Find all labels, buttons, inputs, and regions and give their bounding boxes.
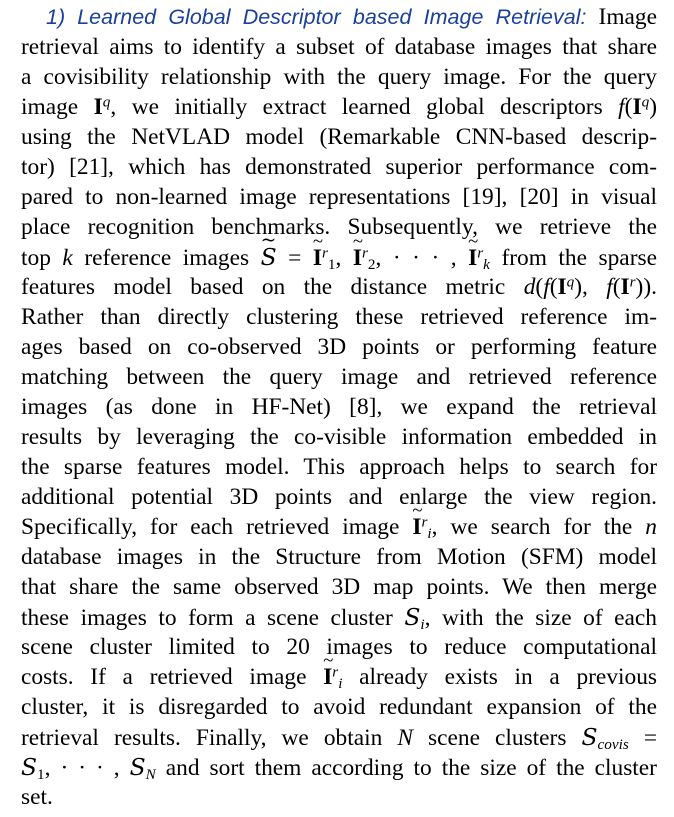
math-retrieved-set: ~ S = ~ $I^r_1$, ~ $I^r_2$, · · · , ~ $I^r_k$ (261, 245, 490, 271)
text-line-27 (21, 782, 657, 812)
paragraph-text: already exists in a previous (359, 664, 658, 690)
math-cluster-list: $S_1$, · · · , $S_N$ (21, 753, 156, 783)
paragraph-text: set. (21, 784, 53, 810)
paragraph-text: scene clusters (428, 725, 567, 751)
math-retrieved-image-i: ~ $I^r_i$ (323, 664, 342, 690)
paragraph-text: these images to form a scene cluster (21, 605, 393, 631)
paragraph-text: scene cluster limited to 20 images to reduce computational (21, 634, 657, 660)
text-line-21 (21, 602, 657, 632)
text-line-13 (21, 362, 657, 392)
paragraph-text: place recognition benchmarks. Subsequently, we retrieve the (21, 214, 657, 240)
math-distance-metric: $d(f(I^q)$, $f(I^r)$). (523, 273, 657, 300)
text-line-20 (21, 572, 657, 602)
text-line-18 (21, 512, 657, 542)
math-k: k (62, 245, 73, 271)
paragraph-text: matching between the query image and retrieved reference (21, 364, 657, 390)
section-heading: Learned Global Descriptor based Image Retrieval: (77, 5, 587, 29)
paragraph-text: retrieval results. Finally, we obtain (21, 725, 383, 751)
text-line-25 (21, 722, 657, 752)
text-line-7 (21, 182, 657, 212)
text-line-23 (21, 662, 657, 692)
paragraph-text: ages based on co-observed 3D points or performing feature (21, 334, 657, 360)
paragraph-text: , with the size of each (424, 605, 657, 631)
text-line-19 (21, 542, 657, 572)
paragraph-text: Image (598, 4, 657, 30)
math-retrieved-image-i: ~ $I^r_i$ (412, 514, 431, 540)
paragraph-text: Specifically, for each retrieved image (21, 514, 400, 540)
paragraph-text: the sparse features model. This approach helps to search for (21, 454, 657, 480)
paragraph-text: pared to non-learned image representations [19], [20] in visual (21, 184, 657, 210)
paragraph-text: images (as done in HF-Net) [8], we expand the retrieval (21, 394, 657, 420)
math-scene-cluster: $S_i$ (404, 603, 425, 633)
math-N: N (397, 725, 413, 751)
text-line-10 (21, 272, 657, 302)
paragraph-text: cluster, it is disregarded to avoid redundant expansion of the (21, 694, 657, 720)
text-line-17 (21, 482, 657, 512)
paragraph-text: retrieval aims to identify a subset of database images that share (21, 34, 657, 60)
paragraph-text: Rather than directly clustering these retrieved reference im- (21, 304, 657, 330)
paragraph-text: top (21, 245, 51, 271)
paragraph-text: , we initially extract learned global descriptors (110, 94, 603, 120)
text-line-3 (21, 62, 657, 92)
text-line-8 (21, 212, 657, 242)
text-line-12 (21, 332, 657, 362)
math-covis-set: $S_{covis}$ = (581, 723, 658, 753)
paragraph-text: additional potential 3D points and enlarge the view region. (21, 484, 657, 510)
text-line-26 (21, 752, 657, 782)
paragraph-text: results by leveraging the co-visible information embedded in (21, 424, 657, 450)
paragraph-text: features model based on the distance metric (21, 274, 506, 300)
text-line-2 (21, 32, 657, 62)
math-descriptor-function: f (618, 94, 625, 120)
text-line-15 (21, 422, 657, 452)
text-line-5 (21, 122, 657, 152)
text-line-24 (21, 692, 657, 722)
text-line-9 (21, 242, 657, 272)
paragraph-text: database images in the Structure from Motion (SFM) model (21, 544, 657, 570)
paragraph-text: from the sparse (501, 245, 657, 271)
paragraph-text: reference images (84, 245, 250, 271)
paragraph-text: costs. If a retrieved image (21, 664, 307, 690)
text-line-6 (21, 152, 657, 182)
paragraph-text: image (21, 94, 79, 120)
text-line-16 (21, 452, 657, 482)
text-line-4 (21, 92, 657, 122)
text-line-11 (21, 302, 657, 332)
math-n: n (645, 514, 657, 540)
paragraph-text: that share the same observed 3D map points. We then merge (21, 574, 657, 600)
paragraph-text: and sort them according to the size of the cluster (165, 755, 657, 781)
math-expression: $(I^q)$ (624, 93, 657, 120)
section-number: 1) (46, 5, 66, 29)
text-line-14 (21, 392, 657, 422)
paragraph-text: , we search for the (431, 514, 633, 540)
paragraph-text: tor) [21], which has demonstrated superior performance com- (21, 154, 657, 180)
paragraph-text: using the NetVLAD model (Remarkable CNN-based descrip- (21, 124, 657, 150)
paragraph-text: a covisibility relationship with the query image. For the query (21, 64, 657, 90)
text-line-22 (21, 632, 657, 662)
text-line-1 (46, 2, 657, 32)
math-query-image: $I^q$ (93, 93, 111, 120)
